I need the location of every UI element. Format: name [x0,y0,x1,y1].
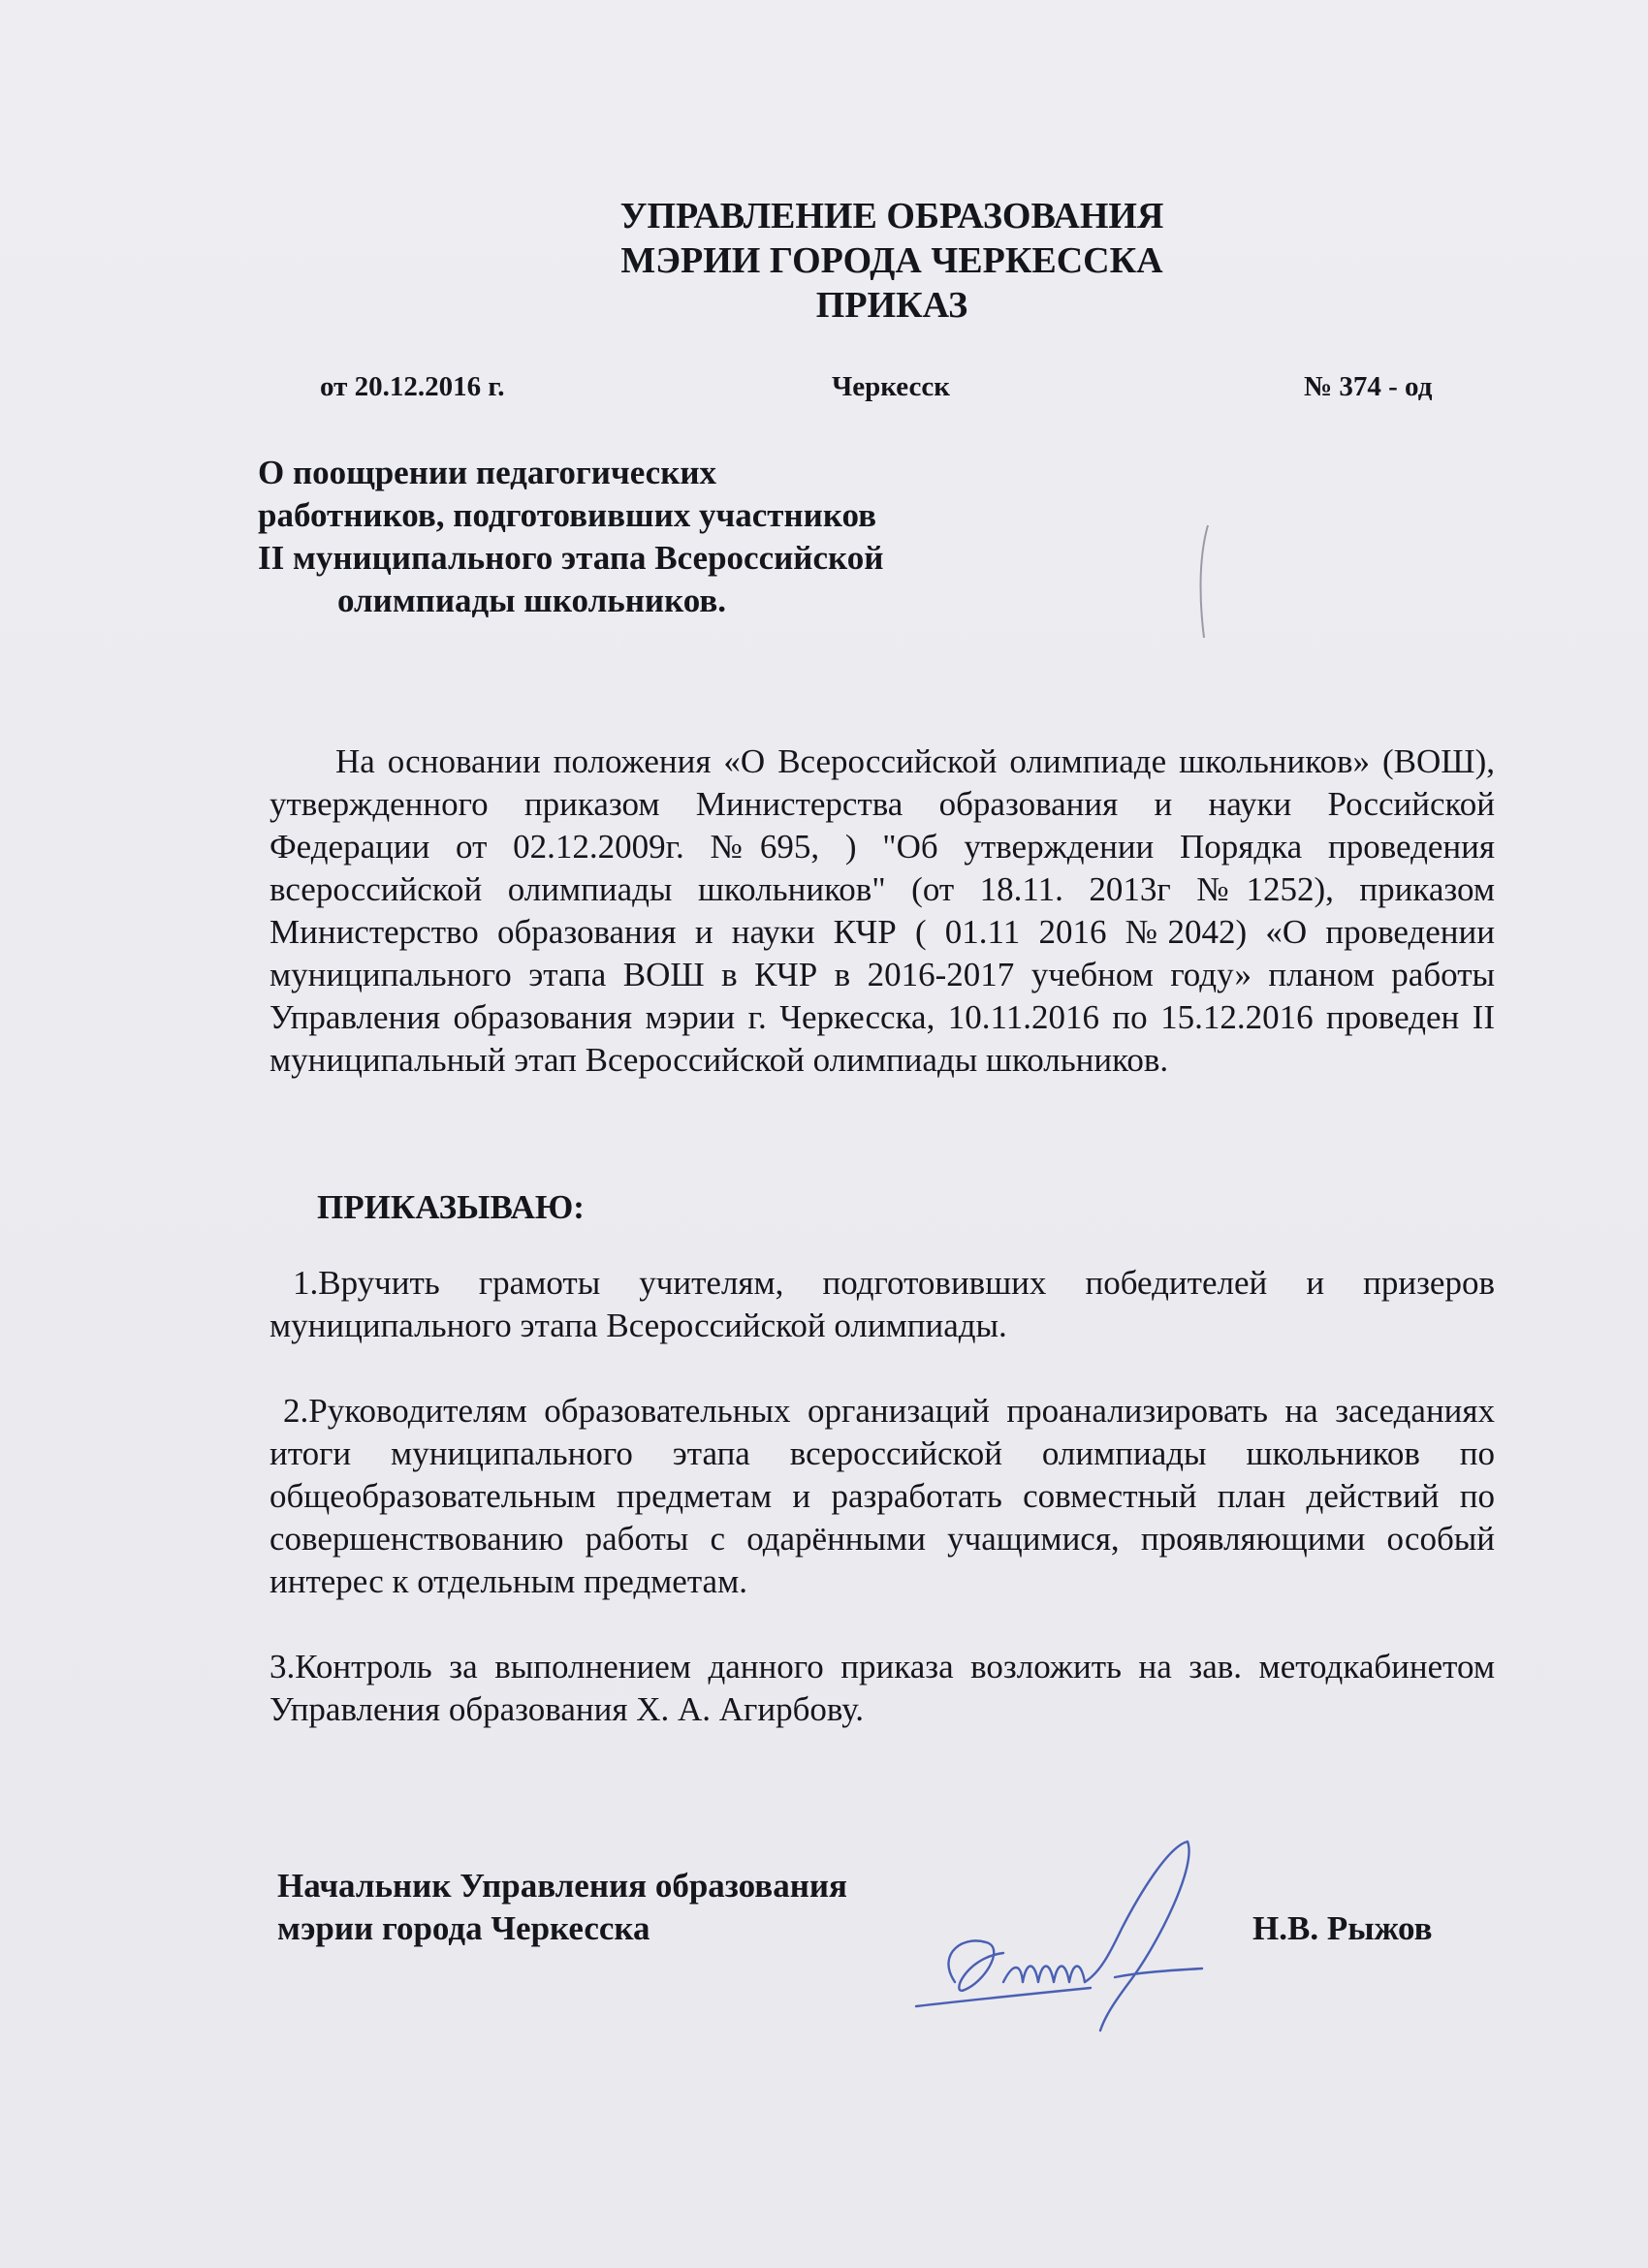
order-item-2 [269,1390,1495,1603]
order-city: Черкесск [832,371,950,402]
signatory-name: Н.В. Рыжов [1252,1909,1433,1947]
subject-line: олимпиады школьников. [337,582,727,619]
order-item-text: 1.Вручить грамоты учителям, подготовивших победителей и призеров муниципального этапа Всероссийской олимпиады. [269,1264,1495,1344]
handwritten-signature [897,1837,1246,2040]
preamble-paragraph [269,740,1495,1082]
decree-heading: ПРИКАЗЫВАЮ: [317,1188,585,1226]
signatory-title-line2: мэрии города Черкесска [277,1909,650,1947]
order-number: № 374 - од [1304,371,1433,402]
org-name-line1: УПРАВЛЕНИЕ ОБРАЗОВАНИЯ [619,196,1164,236]
document-header [0,194,1648,328]
signatory-title [277,1865,847,1950]
order-item-3 [269,1646,1495,1731]
order-subject [258,452,995,622]
order-date: от 20.12.2016 г. [320,371,505,402]
preamble-text: На основании положения «О Всероссийской олимпиаде школьников» (ВОШ), утвержденного приказом Министерства образования и науки Российской Федерации от 02.12.2009г. №695, ) "Об утверждении Порядка проведения всероссийской олимпиады школьников" (от 18.11. 2013г №1252), приказом Министерство образования и науки КЧР ( 01.11 2016 №2042) «О проведении муниципального этапа ВОШ в КЧР в 2016-2017 учебном году» планом работы Управления образования мэрии г. Черкесска, 10.11.2016 по 15.12.2016 проведен II муниципальный этап Всероссийской олимпиады школьников. [269,742,1495,1079]
document-type: ПРИКАЗ [815,285,968,326]
subject-line: II муниципального этапа Всероссийской [258,539,884,577]
order-item-text: 2.Руководителям образовательных организаций проанализировать на заседаниях итоги муниципального этапа всероссийской олимпиады школьников по общеобразовательным предметам и разработать совместный план действий по совершенствованию работы с одарёнными учащимися, проявляющими особый интерес к отдельным предметам. [269,1392,1495,1600]
order-item-text: 3.Контроль за выполнением данного приказа возложить на зав. методкабинетом Управления образования Х. А. Агирбову. [269,1648,1495,1728]
subject-line: О поощрении педагогических [258,454,717,491]
org-name-line2: МЭРИИ ГОРОДА ЧЕРКЕССКА [620,240,1163,281]
pen-mark [1194,523,1214,640]
subject-line: работников, подготовивших участников [258,496,877,534]
order-item-1 [269,1262,1495,1347]
signatory-title-line1: Начальник Управления образования [277,1867,847,1905]
